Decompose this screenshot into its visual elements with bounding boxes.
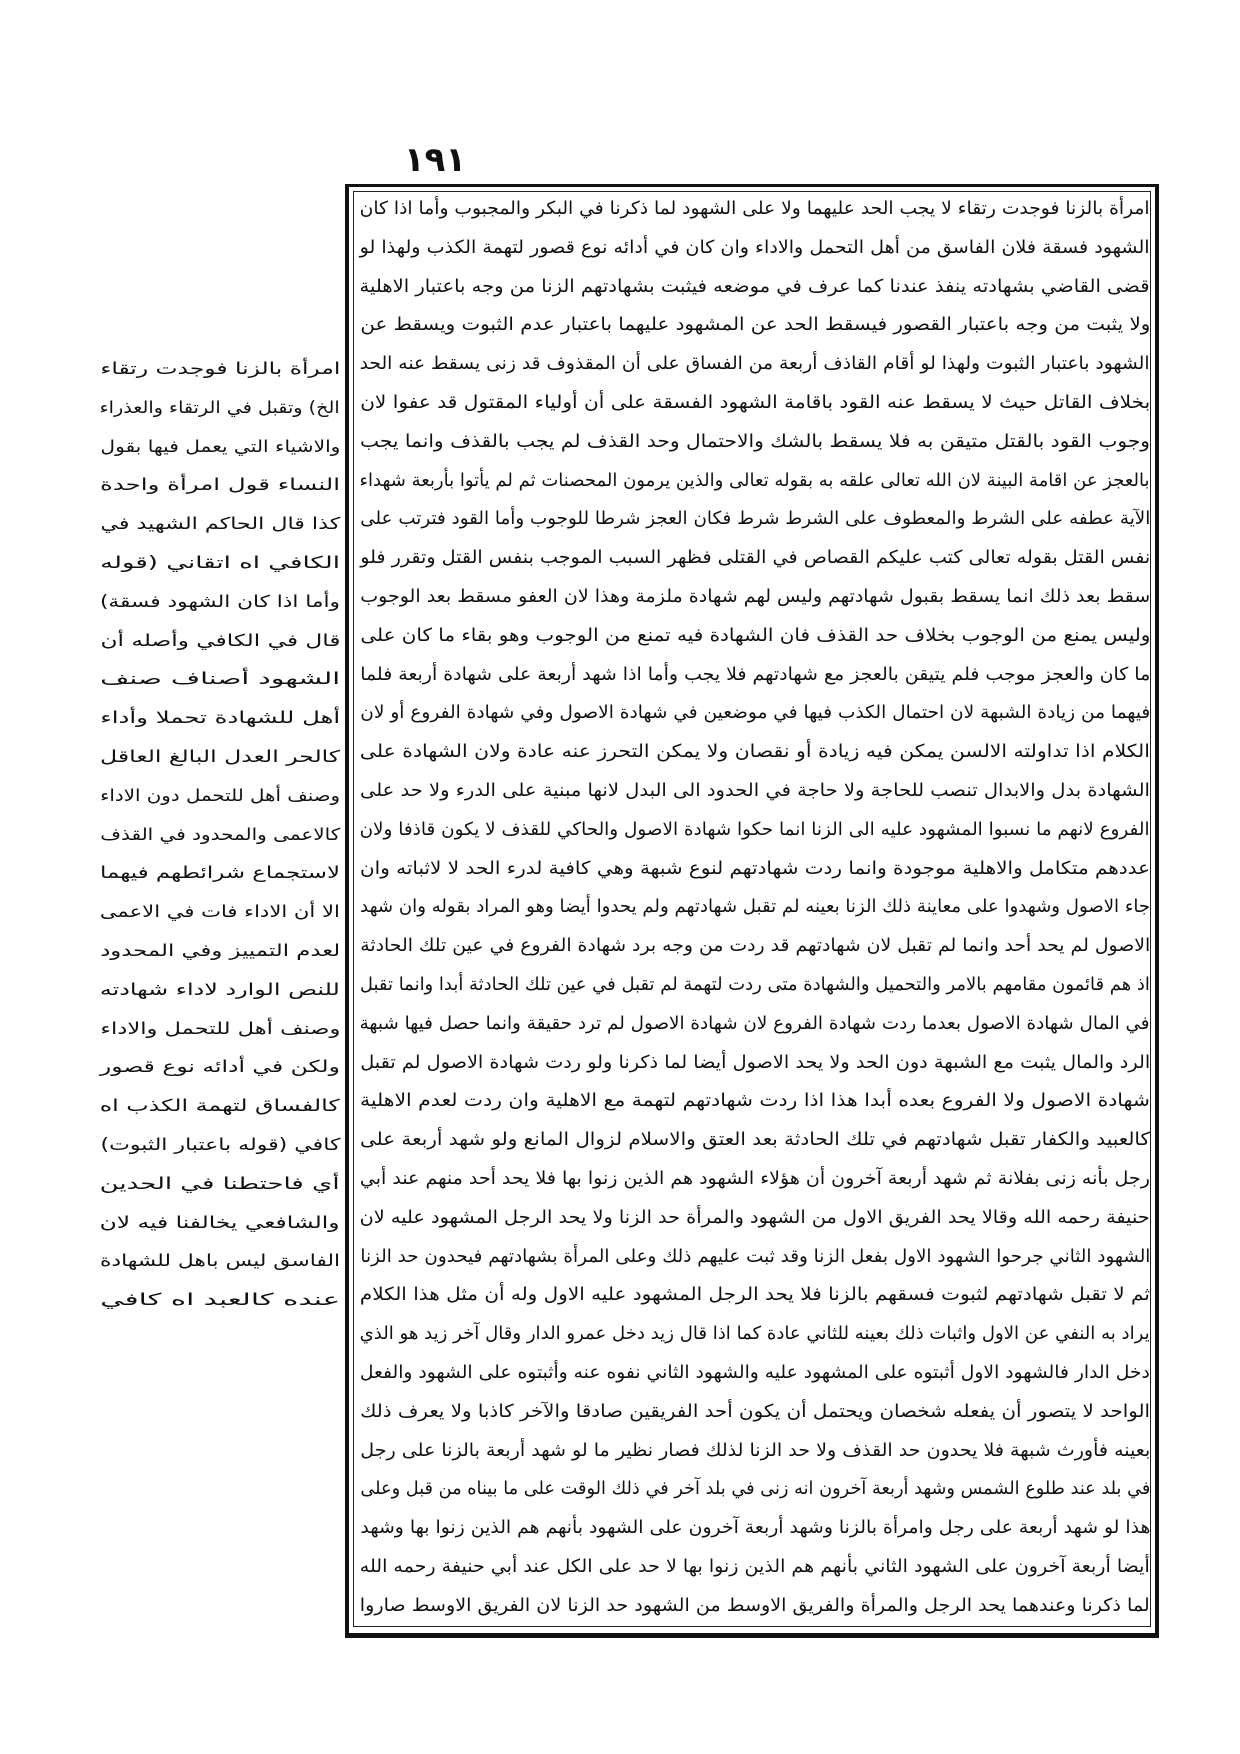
main-text-block — [360, 190, 1150, 1625]
margin-note-line — [100, 1126, 340, 1165]
main-text-line — [360, 1315, 1150, 1354]
margin-note-line-text: والشافعي يخالفنا فيه لان — [100, 1212, 340, 1232]
margin-note-line — [100, 777, 340, 816]
main-text-line-text: ثم لا تقبل شهادتهم لثبوت فسقهم بالزنا فلا يحد الرجل المشهود عليه الاول وله أن مثل هذا الكلام — [360, 1284, 1150, 1306]
margin-note-line — [100, 1165, 340, 1204]
main-text-line-text: الشهادة بدل والابدال تنصب للحاجة ولا حاجة في الحدود الى البدل لانها مبنية على الدرء ولا حد على — [360, 779, 1150, 801]
main-text-line — [360, 1509, 1150, 1548]
margin-note-line-text: الفاسق ليس باهل للشهادة — [100, 1251, 340, 1271]
margin-note-line — [100, 971, 340, 1010]
margin-note-line-text: كالحر العدل البالغ العاقل — [100, 746, 340, 766]
main-text-line — [360, 1160, 1150, 1199]
main-text-line — [360, 1238, 1150, 1277]
margin-note-line — [100, 622, 340, 661]
main-text-line-text: لما ذكرنا وعندهما يحد الرجل والمرأة والفريق الاوسط من الشهود حد الزنا لان الفريق الاوسط صاروا — [360, 1594, 1150, 1616]
margin-note-line — [100, 738, 340, 777]
margin-note-line-text: أي فاحتطنا في الحدين — [100, 1173, 340, 1193]
margin-note-line — [100, 1048, 340, 1087]
main-text-line-text: بخلاف القاتل حيث لا يسقط عنه القود باقامة الشهود الفسقة على أن أولياء المقتول قد عفوا لان — [360, 391, 1150, 413]
margin-note-line-text: والاشياء التي يعمل فيها بقول — [100, 436, 340, 456]
main-text-line-text: سقط بعد ذلك انما يسقط بقبول شهادتهم وليس لهم شهادة ملزمة وهذا لان العفو مسقط بعد الوجوب — [360, 585, 1150, 607]
main-text-line — [360, 384, 1150, 423]
margin-note-line-text: للنص الوارد لاداء شهادته — [100, 979, 340, 999]
margin-note-line-text: عنده كالعبد اه كافي — [100, 1290, 340, 1310]
main-text-line — [360, 578, 1150, 617]
main-text-line — [360, 772, 1150, 811]
main-text-line — [360, 888, 1150, 927]
margin-note-line — [100, 816, 340, 855]
margin-note-line-text: لاستجماع شرائطهم فيهما — [100, 863, 340, 883]
margin-note-line-text: أهل للشهادة تحملا وأداء — [100, 708, 340, 728]
main-text-line — [360, 229, 1150, 268]
main-text-line-text: في المال شهادة الاصول بعدما ردت شهادة الفروع لان شهادة الاصول لم ترد حقيقة وانما حصل فيها شبهة — [360, 1012, 1150, 1034]
main-text-line — [360, 268, 1150, 307]
margin-note-line-text: امرأة بالزنا فوجدت رتقاء — [100, 359, 340, 378]
margin-note-line-text: ولكن في أدائه نوع قصور — [100, 1057, 340, 1077]
main-text-line — [360, 1082, 1150, 1121]
margin-note-line — [100, 428, 340, 467]
main-text-line — [360, 345, 1150, 384]
main-text-line — [360, 811, 1150, 850]
main-text-line-text: وليس يمنع من الوجوب بخلاف حد القذف فان الشهادة فيه تمنع من الوجوب وهو بقاء ما كان على — [360, 624, 1150, 646]
margin-note-line — [100, 1242, 340, 1281]
margin-note-line-text: النساء قول امرأة واحدة — [99, 475, 340, 495]
main-text-line — [360, 656, 1150, 695]
main-text-line-text: الكلام اذا تداولته الالسن يمكن فيه زيادة أو نقصان ولا يمكن التحرز عنه عادة ولان الشهادة على — [359, 741, 1150, 763]
margin-note-line — [100, 350, 340, 389]
margin-note-line-text: وأما اذا كان الشهود فسقة) — [100, 591, 340, 611]
margin-note-line-text: كالفساق لتهمة الكذب اه — [100, 1096, 340, 1116]
main-text-line-text: الشهود فسقة فلان الفاسق من أهل التحمل والاداء وان كان في أدائه نوع قصور لتهمة الكذب ولهذا لو — [360, 236, 1150, 258]
margin-note-line — [100, 1010, 340, 1049]
margin-note-line — [100, 699, 340, 738]
margin-note-line — [100, 544, 340, 583]
main-text-line-text: ولا يثبت من وجه باعتبار القصور فيسقط الحد عن المشهود عليهما باعتبار عدم الثبوت ويسقط عن — [360, 314, 1150, 336]
main-text-line-text: بعينه فأورث شبهة فلا يحدون حد القذف ولا حد الزنا لذلك فصار نظير ما لو شهد أربعة بالزنا على رجل — [360, 1439, 1150, 1461]
main-text-line-text: عددهم متكامل والاهلية موجودة وانما ردت شهادتهم لنوع شبهة وهي كافية لدرء الحد لا لاثباته وان — [360, 857, 1150, 879]
margin-note-line — [100, 893, 340, 932]
main-text-line — [360, 850, 1150, 889]
main-text-line — [360, 1432, 1150, 1471]
main-text-line-text: دخل الدار فالشهود الاول أثبتوه على المشهود عليه والشهود الثاني نفوه عنه وأثبتوه على الشهود والفعل — [360, 1361, 1150, 1383]
main-text-line — [360, 306, 1150, 345]
main-text-line-text: الرد والمال يثبت مع الشبهة دون الحد ولا يحد الاصول أيضا لما ذكرنا ولو ردت شهادة الاصول لم تقبل — [360, 1051, 1150, 1073]
main-text-line — [360, 733, 1150, 772]
main-text-line — [360, 1470, 1150, 1509]
main-text-line-text: جاء الاصول وشهدوا على معاينة ذلك الزنا بعينه لم تقبل شهادتهم ولم يحدوا أيضا وهو المراد بقوله وان شهد — [359, 896, 1150, 918]
main-text-line-text: امرأة بالزنا فوجدت رتقاء لا يجب الحد عليهما ولا على الشهود لما ذكرنا في البكر والمجبوب وأما اذا كان — [360, 198, 1150, 219]
main-text-line-text: أيضا أربعة آخرون على الشهود الثاني بأنهم هم الذين زنوا بها لا حد على الكل عند أبي حنيفة رحمه الله — [360, 1555, 1150, 1577]
margin-note-line — [100, 932, 340, 971]
main-text-line-text: كالعبيد والكفار تقبل شهادتهم في تلك الحادثة بعد العتق والاسلام لزوال المانع ولو شهد أربعة على — [360, 1129, 1150, 1151]
main-text-line — [360, 1354, 1150, 1393]
main-text-line-text: يراد به النفي عن الاول واثبات ذلك بعينه للثاني عادة كما اذا قال زيد دخل عمرو الدار وقال آخر زيد هو الذي — [360, 1323, 1150, 1345]
main-text-line-text: ما كان والعجز موجب فلم يتيقن بالعجز مع شهادتهم فلا يجب وأما اذا شهد أربعة على شهادة أربعة فلما — [360, 663, 1150, 685]
margin-note-line-text: الخ) وتقبل في الرتقاء والعذراء — [100, 397, 340, 417]
margin-note-line — [100, 1204, 340, 1243]
margin-note-line — [100, 660, 340, 699]
margin-note-line-text: وصنف أهل للتحمل والاداء — [100, 1018, 340, 1038]
main-text-line-text: اذ هم قائمون مقامهم بالامر والتحميل والشهادة متى ردت لتهمة لم تقبل في عين تلك الحادثة أبدا وانما تقبل — [360, 973, 1150, 995]
margin-note-line-text: الكافي اه اتقاني (قوله — [100, 552, 340, 572]
margin-note-line-text: الشهود أصناف صنف — [99, 669, 340, 689]
page-number: ١٩١ — [403, 140, 467, 180]
main-text-line-text: الشهود باعتبار الثبوت ولهذا لو أقام القاذف أربعة من الفساق على أن المقذوف قد زنى يسقط عنه الحد — [360, 353, 1150, 375]
main-text-line — [360, 1044, 1150, 1083]
margin-note-line-text: وصنف أهل للتحمل دون الاداء — [100, 785, 340, 805]
margin-note-line-text: قال في الكافي وأصله أن — [100, 630, 340, 650]
margin-commentary — [100, 350, 340, 1320]
main-text-line-text: الآية عطفه على الشرط والمعطوف على الشرط شرط فكان العجز شرطا للوجوب وأما القود فترتب على — [360, 508, 1150, 530]
main-text-line — [360, 694, 1150, 733]
main-text-line — [360, 500, 1150, 539]
main-text-line — [360, 1548, 1150, 1587]
main-text-line — [360, 927, 1150, 966]
main-text-line — [360, 1587, 1150, 1626]
main-text-line-text: هذا لو شهد أربعة على رجل وامرأة بالزنا وشهد أربعة آخرون على الشهود بأنهم هم الذين زنوا بها وشهد — [359, 1517, 1150, 1539]
main-text-line — [360, 617, 1150, 656]
main-text-line-text: فيهما من زيادة الشبهة لان احتمال الكذب فيها في موضعين في شهادة الاصول وفي شهادة الفروع أو لان — [360, 702, 1150, 724]
main-text-line-text: نفس القتل بقوله تعالى كتب عليكم القصاص في القتلى فظهر السبب الموجب بنفس القتل وتقرر فلو — [360, 547, 1150, 569]
main-text-line-text: الفروع لانهم ما نسبوا المشهود عليه الى الزنا انما حكوا شهادة الاصول والحاكي للقذف لا يكون قاذفا ولان — [360, 818, 1150, 840]
main-text-line-text: الشهود الثاني جرحوا الشهود الاول بفعل الزنا وقد ثبت عليهم ذلك وعلى المرأة بشهادتهم فيحدون حد الزنا — [360, 1245, 1150, 1267]
main-text-line-text: وجوب القود بالقتل متيقن به فلا يسقط بالشك والاحتمال وحد القذف لم يجب بالقذف وانما يجب — [360, 430, 1150, 452]
margin-note-line — [100, 1087, 340, 1126]
margin-note-line-text: الا أن الاداء فات في الاعمى — [99, 902, 340, 922]
margin-note-line — [100, 505, 340, 544]
margin-note-line — [100, 1281, 340, 1320]
main-text-line — [360, 1276, 1150, 1315]
margin-note-line — [100, 466, 340, 505]
main-text-line-text: رجل بأنه زنى بفلانة ثم شهد أربعة آخرون أن هؤلاء الشهود هم الذين زنوا بها فلا يحد أحد منهم عند أبي — [360, 1167, 1150, 1189]
main-text-line-text: الاصول لم يحد أحد وانما لم تقبل لان شهادتهم قد ردت من وجه برد شهادة الفروع في عين تلك الحادثة — [360, 935, 1150, 957]
margin-note-line-text: كالاعمى والمحدود في القذف — [100, 824, 340, 844]
main-text-line — [360, 966, 1150, 1005]
main-text-line — [360, 1199, 1150, 1238]
main-text-line-text: قضى القاضي بشهادته ينفذ عندنا كما عرف في موضعه فيثبت بشهادتهم الزنا من وجه باعتبار الاهلية — [359, 275, 1150, 297]
main-text-line — [360, 1005, 1150, 1044]
main-text-line — [360, 1393, 1150, 1432]
main-text-line-text: في بلد عند طلوع الشمس وشهد أربعة آخرون انه زنى في بلد آخر في ذلك الوقت على ما بيناه من قبل وعلى — [360, 1478, 1150, 1500]
main-text-line-text: حنيفة رحمه الله وقالا يحد الفريق الاول من الشهود والمرأة حد الزنا ولا يحد الرجل المشهود عليه لان — [359, 1206, 1150, 1228]
main-text-line — [360, 539, 1150, 578]
margin-note-line — [100, 583, 340, 622]
margin-note-line — [100, 854, 340, 893]
main-text-line-text: شهادة الاصول ولا الفروع بعده أبدا هذا اذا ردت شهادتهم لتهمة مع الاهلية وان ردت لعدم الاهلية — [360, 1090, 1150, 1112]
main-text-line-text: الواحد لا يتصور أن يفعله شخصان ويحتمل أن يكون أحد الفريقين صادقا والآخر كاذبا ولا يعرف ذلك — [360, 1400, 1150, 1422]
main-text-line — [360, 423, 1150, 462]
margin-note-line-text: كافي (قوله باعتبار الثبوت) — [100, 1134, 340, 1154]
main-text-line — [360, 190, 1150, 229]
margin-note-line — [100, 389, 340, 428]
main-text-line-text: بالعجز عن اقامة البينة لان الله تعالى علقه به بقوله تعالى والذين يرمون المحصنات ثم لم يأتوا بأربعة شهداء — [360, 469, 1150, 491]
margin-note-line-text: كذا قال الحاكم الشهيد في — [100, 514, 340, 534]
margin-note-line-text: لعدم التمييز وفي المحدود — [100, 940, 340, 960]
main-text-line — [360, 462, 1150, 501]
main-text-line — [360, 1121, 1150, 1160]
